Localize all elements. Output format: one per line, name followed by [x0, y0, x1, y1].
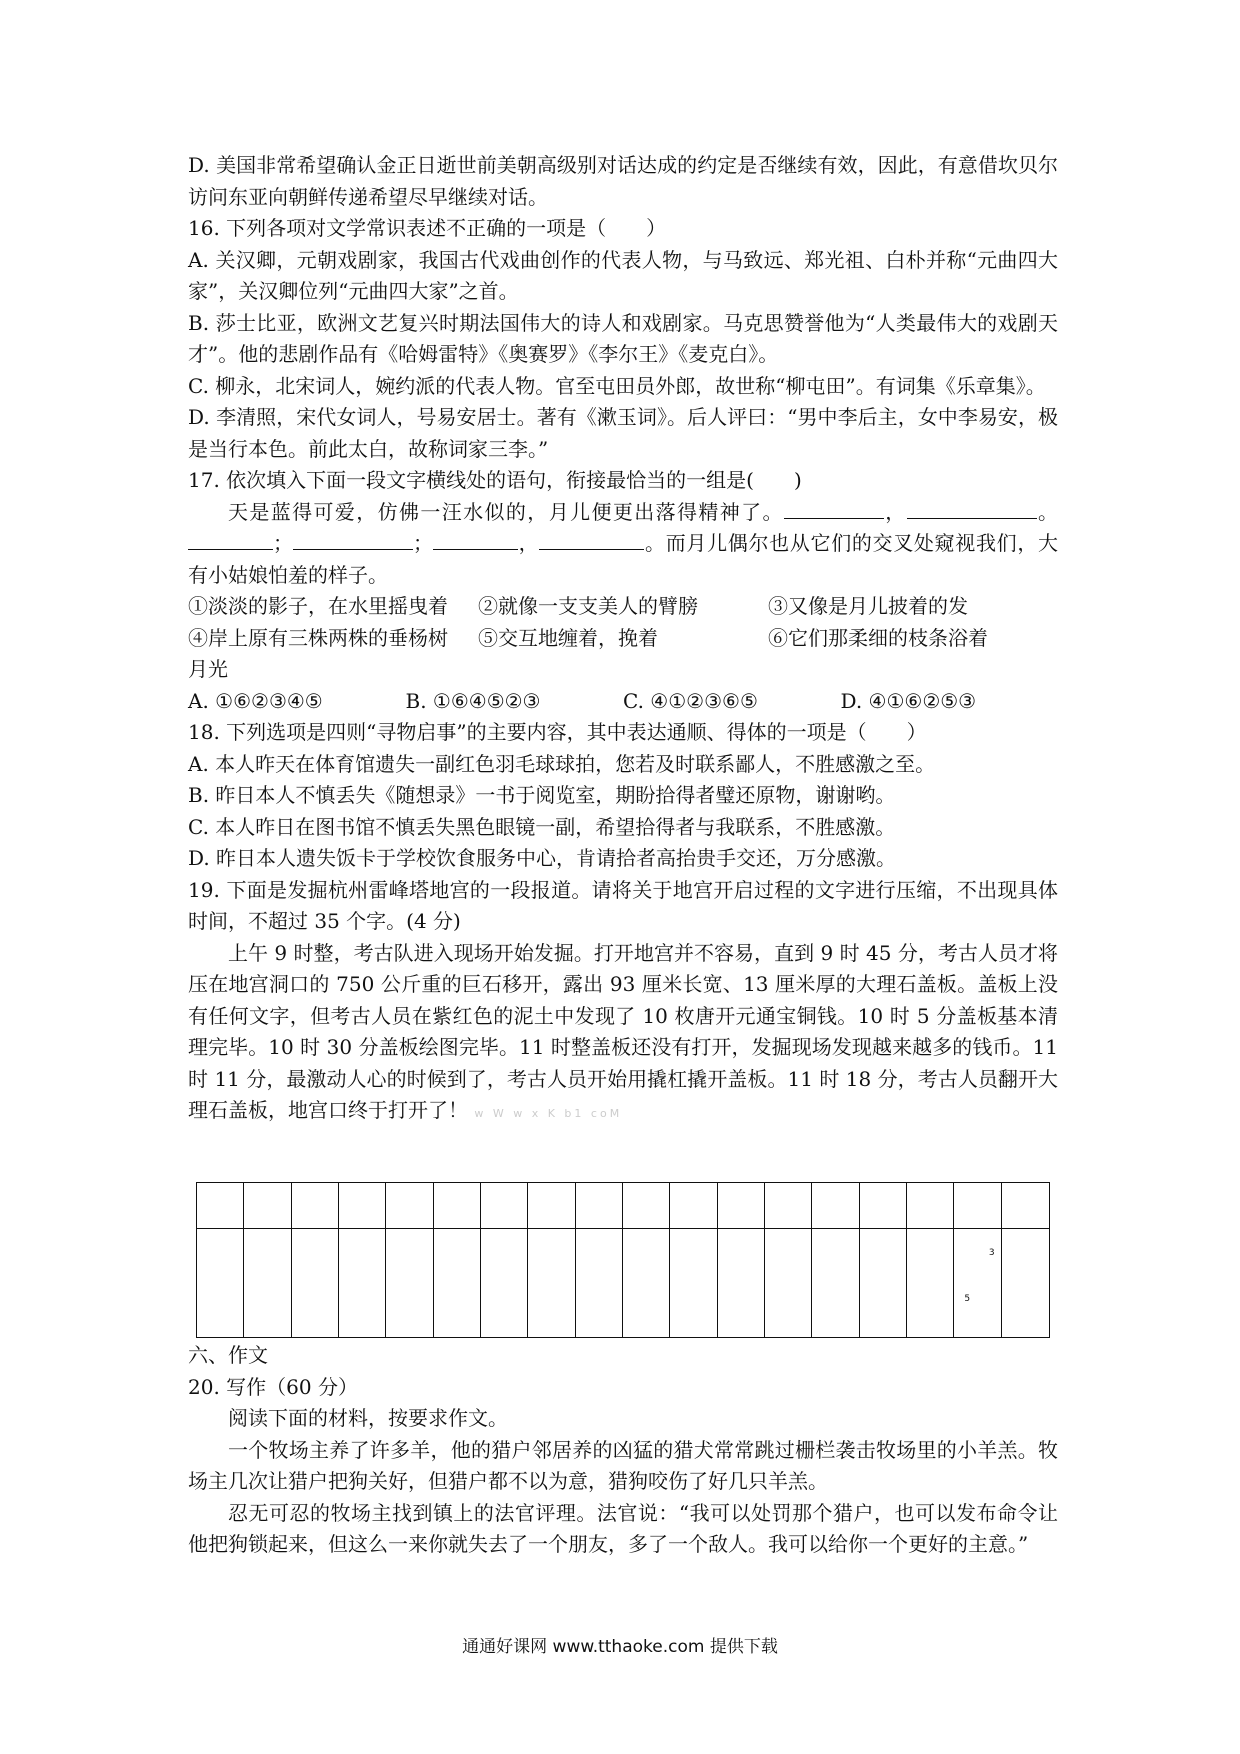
fill-blank [188, 529, 273, 550]
grid-cell[interactable] [623, 1229, 670, 1337]
option-b: B. ①⑥④⑤②③ [405, 688, 541, 713]
question-15-option-d: D. 美国非常希望确认金正日逝世前美朝高级别对话达成的约定是否继续有效，因此，有意借坎贝尔访问东亚向朝鲜传递希望尽早继续对话。 [188, 153, 1058, 209]
grid-cell[interactable] [812, 1183, 859, 1229]
grid-cell[interactable] [292, 1229, 339, 1337]
question-17-stem: 17. 依次填入下面一段文字横线处的语句，衔接最恰当的一组是( ) [188, 468, 802, 492]
item-3: ③又像是月儿披着的发 [768, 594, 968, 618]
question-17-options [188, 686, 1058, 718]
writing-instruction: 阅读下面的材料，按要求作文。 [228, 1406, 508, 1430]
question-17-items-row-1 [188, 591, 1058, 623]
grid-cell[interactable] [670, 1229, 717, 1337]
grid-cell[interactable] [954, 1229, 1001, 1337]
item-5: ⑤交互地缠着，挽着 [478, 625, 658, 650]
question-19-passage [188, 938, 1058, 1130]
question-16-option-b: B. 莎士比亚，欧洲文艺复兴时期法国伟大的诗人和戏剧家。马克思赞誉他为“人类最伟大的戏剧天才”。他的悲剧作品有《哈姆雷特》《奥赛罗》《李尔王》《麦克白》。 [188, 310, 1058, 366]
item-2: ②就像一支支美人的臂膀 [478, 594, 698, 618]
grid-cell[interactable] [623, 1183, 670, 1229]
item-6-tail: 月光 [188, 657, 228, 681]
section-heading: 六、作文 [188, 1343, 268, 1367]
grid-cell[interactable] [812, 1229, 859, 1337]
option-d: D. ④①⑥②⑤③ [840, 688, 977, 713]
grid-cell[interactable] [860, 1183, 907, 1229]
grid-cell[interactable] [1002, 1229, 1049, 1337]
question-20-stem: 20. 写作（60 分） [188, 1374, 358, 1399]
punctuation: ； [273, 531, 293, 555]
grid-cell[interactable] [339, 1229, 386, 1337]
question-19-stem: 19. 下面是发掘杭州雷峰塔地宫的一段报道。请将关于地宫开启过程的文字进行压缩，不出现具体时间，不超过 35 个字。(4 分) [188, 877, 1058, 933]
question-16-option-a: A. 关汉卿，元朝戏剧家，我国古代戏曲创作的代表人物，与马致远、郑光祖、白朴并称“元曲四大家”，关汉卿位列“元曲四大家”之首。 [188, 247, 1058, 303]
grid-cell[interactable] [718, 1229, 765, 1337]
grid-cell[interactable] [244, 1183, 291, 1229]
punctuation: ； [413, 531, 433, 555]
grid-cell[interactable] [292, 1183, 339, 1229]
option-c: C. ④①②③⑥⑤ [623, 688, 758, 713]
grid-cell[interactable] [860, 1229, 907, 1337]
answer-grid[interactable] [196, 1182, 1050, 1338]
grid-cell[interactable] [576, 1183, 623, 1229]
punctuation: ， [883, 499, 907, 524]
grid-cell[interactable] [481, 1229, 528, 1337]
grid-cell[interactable] [481, 1183, 528, 1229]
fill-blank [784, 498, 884, 519]
grid-cell[interactable] [528, 1183, 575, 1229]
grid-cell[interactable] [386, 1229, 433, 1337]
question-18-option-d: D. 昨日本人遗失饭卡于学校饮食服务中心，肯请拾者高抬贵手交还，万分感激。 [188, 846, 897, 870]
question-18-option-a: A. 本人昨天在体育馆遗失一副红色羽毛球球拍，您若及时联系鄙人，不胜感激之至。 [188, 751, 936, 776]
question-18-option-b: B. 昨日本人不慎丢失《随想录》一书于阅览室，期盼拾得者璧还原物，谢谢哟。 [188, 783, 896, 807]
grid-cell[interactable] [1002, 1183, 1049, 1229]
fill-blank [907, 498, 1037, 519]
question-17-passage [188, 497, 1058, 592]
grid-mark: 5 [964, 1294, 971, 1304]
item-6: ⑥它们那柔细的枝条浴着 [768, 625, 988, 650]
writing-section [188, 1340, 1058, 1561]
grid-cell[interactable] [765, 1183, 812, 1229]
grid-cell[interactable] [244, 1229, 291, 1337]
grid-cell[interactable] [576, 1229, 623, 1337]
question-17-items-row-2 [188, 623, 1058, 655]
question-16-option-c: C. 柳永，北宋词人，婉约派的代表人物。官至屯田员外郎，故世称“柳屯田”。有词集《乐章集》。 [188, 373, 1046, 398]
grid-cell[interactable] [434, 1183, 481, 1229]
punctuation: ， [518, 531, 540, 555]
fill-blank [539, 529, 644, 550]
question-17-text-1: 天是蓝得可爱，仿佛一汪水似的，月儿便更出落得精神了。 [228, 499, 784, 524]
grid-cell[interactable] [954, 1183, 1001, 1229]
grid-cell[interactable] [528, 1229, 575, 1337]
question-17-text-2: 。而月儿偶尔也从它们的交叉处窥视我们，大有小姑娘怕羞的样子。 [188, 531, 1059, 587]
grid-cell[interactable] [197, 1183, 244, 1229]
question-18-stem: 18. 下列选项是四则“寻物启事”的主要内容，其中表达通顺、得体的一项是（ ） [188, 720, 927, 744]
material-paragraph-2: 忍无可忍的牧场主找到镇上的法官评理。法官说：“我可以处罚那个猎户，也可以发布命令让他把狗锁起来，但这么一来你就失去了一个朋友，多了一个敌人。我可以给你一个更好的主意。” [188, 1500, 1058, 1556]
grid-cell[interactable] [670, 1183, 717, 1229]
passage-text: 上午 9 时整，考古队进入现场开始发掘。打开地宫并不容易，直到 9 时 45 分，考古人员才将压在地宫洞口的 750 公斤重的巨石移开，露出 93 厘米长宽、13 厘米厚的大理石盖板。盖板上没有任何文字，但考古人员在紫红色的泥土中发现了 10 枚唐开元通宝铜钱。10 时 5 分盖板基本清理完毕。10 时 30 分盖板绘图完毕。11 时整盖板还没有打开，发掘现场发现越来越多的钱币。11 时 11 分，最激动人心的时候到了，考古人员开始用撬杠撬开盖板。11 时 18 分，考古人员翻开大理石盖板，地宫口终于打开了！ [188, 940, 1058, 1122]
option-a: A. ①⑥②③④⑤ [188, 688, 323, 713]
grid-cell[interactable] [339, 1183, 386, 1229]
punctuation: 。 [1036, 499, 1059, 524]
grid-cell[interactable] [386, 1183, 433, 1229]
grid-cell[interactable] [718, 1183, 765, 1229]
grid-cell[interactable] [765, 1229, 812, 1337]
question-18-option-c: C. 本人昨日在图书馆不慎丢失黑色眼镜一副，希望拾得者与我联系，不胜感激。 [188, 814, 896, 839]
exam-page [188, 150, 1058, 1130]
grid-cell[interactable] [907, 1183, 954, 1229]
grid-mark: 3 [988, 1248, 995, 1258]
watermark: w W w x K b1 coM [474, 1107, 623, 1120]
fill-blank [293, 529, 413, 550]
question-16-option-d: D. 李清照，宋代女词人，号易安居士。著有《漱玉词》。后人评曰：“男中李后主，女中李易安，极是当行本色。前此太白，故称词家三李。” [188, 405, 1058, 461]
fill-blank [433, 529, 518, 550]
question-16-stem: 16. 下列各项对文学常识表述不正确的一项是（ ） [188, 216, 667, 240]
page-footer: 通通好课网 www.tthaoke.com 提供下载 [462, 1637, 778, 1657]
material-paragraph-1: 一个牧场主养了许多羊，他的猎户邻居养的凶猛的猎犬常常跳过栅栏袭击牧场里的小羊羔。牧场主几次让猎户把狗关好，但猎户都不以为意，猎狗咬伤了好几只羊羔。 [188, 1437, 1058, 1493]
grid-cell[interactable] [197, 1229, 244, 1337]
item-1: ①淡淡的影子，在水里摇曳着 [188, 594, 448, 618]
grid-cell[interactable] [907, 1229, 954, 1337]
grid-cell[interactable] [434, 1229, 481, 1337]
item-4: ④岸上原有三株两株的垂杨树 [188, 625, 448, 650]
